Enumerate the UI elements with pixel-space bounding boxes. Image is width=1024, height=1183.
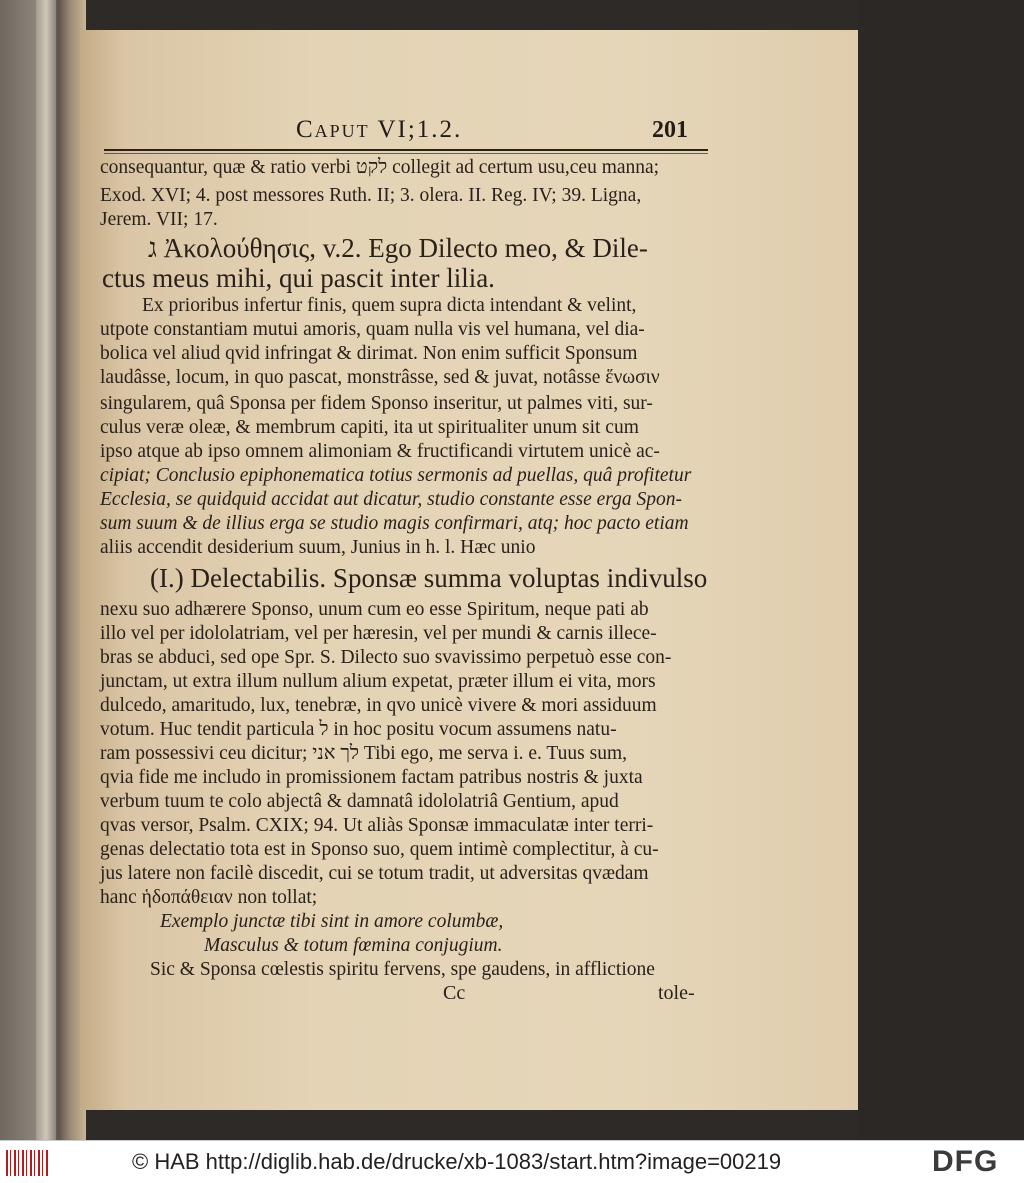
- section-heading-line: ctus meus mihi, qui pascit inter lilia.: [102, 263, 495, 293]
- background-right: [858, 0, 1024, 1140]
- body-line: sum suum & de illius erga se studio magis confirmari, atq; hoc pacto etiam: [100, 513, 689, 534]
- body-line: jus latere non facilè discedit, cui se totum tradit, ut adversitas qvædam: [100, 863, 649, 884]
- catchword: tole-: [658, 982, 695, 1004]
- dfg-logo: DFG: [932, 1145, 999, 1178]
- body-line: singularem, quâ Sponsa per fidem Sponso inseritur, ut palmes viti, sur-: [100, 393, 653, 414]
- body-line: Sic & Sponsa cœlestis spiritu fervens, spe gaudens, in afflictione: [150, 959, 655, 980]
- body-line: illo vel per idololatriam, vel per hæresin, vel per mundi & carnis illece-: [100, 623, 657, 644]
- body-line: genas delectatio tota est in Sponso suo, quem intimè complectitur, à cu-: [100, 839, 659, 860]
- verse-line: Exemplo junctæ tibi sint in amore columbæ,: [160, 911, 504, 932]
- page-number: 201: [652, 117, 688, 143]
- body-line: culus veræ oleæ, & membrum capiti, ita ut spiritualiter unum sit cum: [100, 417, 639, 438]
- body-line: Ecclesia, se quidquid accidat aut dicatur, studio constante esse erga Spon-: [100, 489, 683, 510]
- body-line: ipso atque ab ipso omnem alimoniam & fructificandi virtutem unicè ac-: [100, 441, 660, 462]
- header-rule-thin: [104, 153, 708, 154]
- section-heading-line: ג Ἀκολούθησις, v.2. Ego Dilecto meo, & Dile-: [148, 233, 648, 263]
- body-line: nexu suo adhærere Sponso, unum cum eo esse Spiritum, neque pati ab: [100, 599, 649, 620]
- copyright-link[interactable]: © HAB http://diglib.hab.de/drucke/xb-1083/start.htm?image=00219: [132, 1149, 782, 1174]
- body-line: aliis accendit desiderium suum, Junius in h. l. Hæc unio: [100, 537, 536, 558]
- body-line: dulcedo, amaritudo, lux, tenebræ, in qvo unicè vivere & mori assiduum: [100, 695, 657, 716]
- body-line: laudâsse, locum, in quo pascat, monstrâsse, sed & juvat, notâsse ἕνωσιν: [100, 367, 660, 388]
- body-line: Ex prioribus infertur finis, quem supra dicta intendant & velint,: [142, 295, 637, 316]
- body-line: utpote constantiam mutui amoris, quam nulla vis vel humana, vel dia-: [100, 319, 645, 340]
- body-line: hanc ἡδοπάθειαν non tollat;: [100, 887, 318, 908]
- body-line: Exod. XVI; 4. post messores Ruth. II; 3. olera. II. Reg. IV; 39. Ligna,: [100, 185, 642, 206]
- body-line: qvas versor, Psalm. CXIX; 94. Ut aliàs Sponsæ immaculatæ inter terri-: [100, 815, 654, 836]
- viewer-footer: [0, 1140, 1024, 1183]
- signature-mark: Cc: [443, 982, 466, 1004]
- subsection-heading-line: (I.) Delectabilis. Sponsæ summa voluptas indivulso: [150, 563, 708, 593]
- body-line: qvia fide me includo in promissionem factam patribus nostris & juxta: [100, 767, 643, 788]
- body-line: cipiat; Conclusio epiphonematica totius sermonis ad puellas, quâ profitetur: [100, 465, 692, 486]
- verse-line: Masculus & totum fœmina conjugium.: [204, 935, 503, 956]
- header-rule: [104, 149, 708, 151]
- body-line: ram possessivi ceu dicitur; לך אני Tibi ego, me serva i. e. Tuus sum,: [100, 743, 628, 764]
- body-line: Jerem. VII; 17.: [100, 209, 218, 230]
- running-head: Caput VI;1.2.: [296, 116, 463, 143]
- left-page-paper: [36, 0, 56, 1140]
- hab-logo-icon: [6, 1150, 48, 1176]
- body-line: verbum tuum te colo abjectâ & damnatâ idololatriâ Gentium, apud: [100, 791, 619, 812]
- body-line: votum. Huc tendit particula ל in hoc positu vocum assumens natu-: [100, 719, 617, 740]
- body-line: bras se abduci, sed ope Spr. S. Dilecto suo svavissimo perpetuò esse con-: [100, 647, 672, 668]
- body-line: junctam, ut extra illum nullum alium expetat, præter illum ei vita, mors: [100, 671, 656, 692]
- body-line: bolica vel aliud qvid infringat & dirimat. Non enim sufficit Sponsum: [100, 343, 638, 364]
- body-line: consequantur, quæ & ratio verbi לקט collegit ad certum usu,ceu manna;: [100, 157, 660, 178]
